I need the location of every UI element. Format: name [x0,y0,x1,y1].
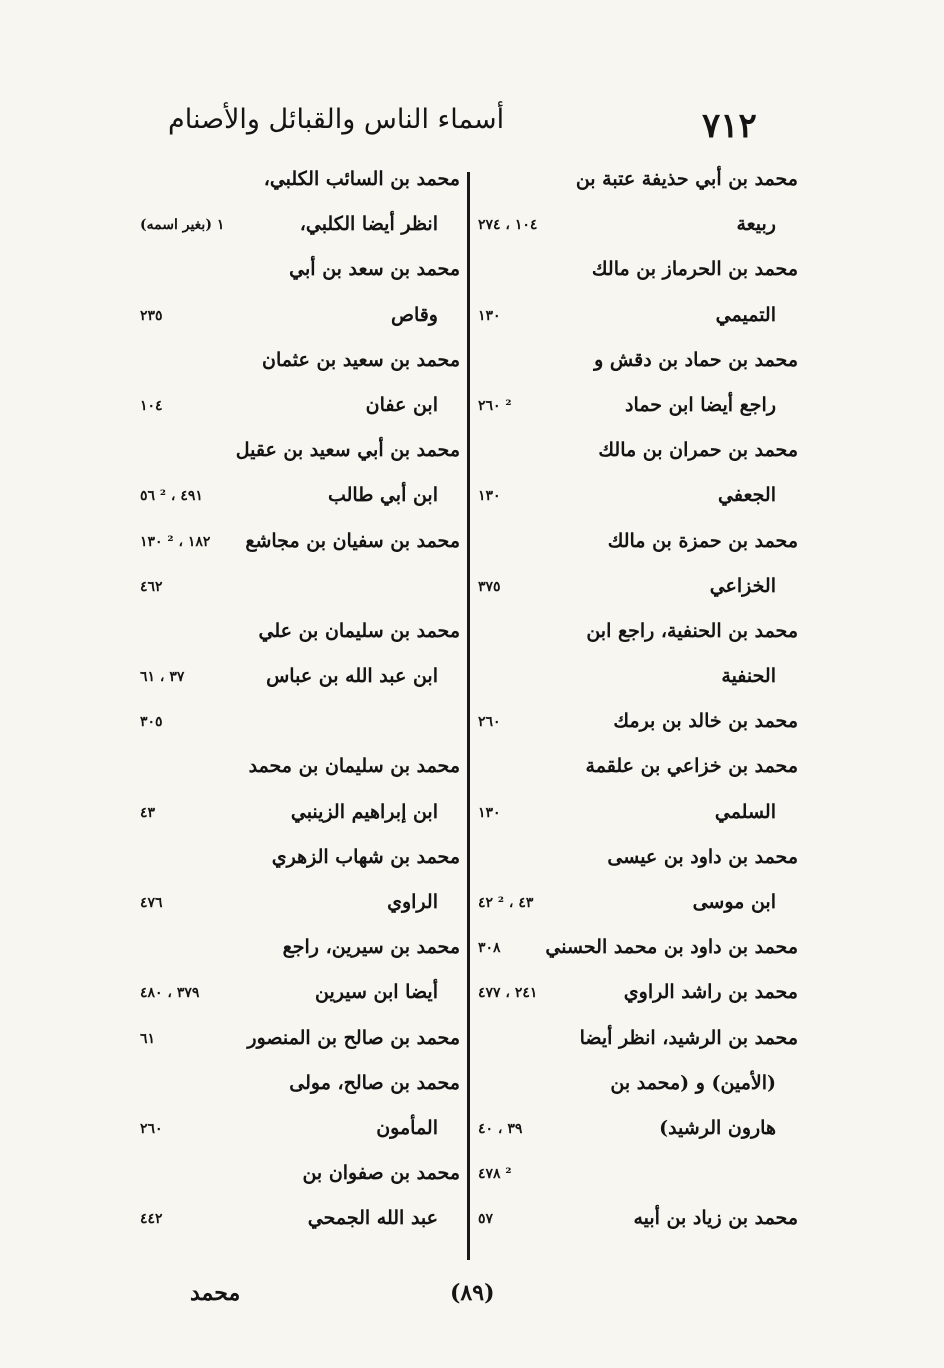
entry-pages: ٤٧٦ [140,895,163,911]
entry-text: انظر أيضا الكلبي، [299,213,438,236]
index-entry [140,928,460,973]
entry-pages: ٤٣ [140,804,156,821]
entry-pages: ٣٠٥ [140,714,163,731]
entry-text: محمد بن سليمان بن محمد [248,755,460,778]
entry-pages: ٢٣٥ [140,307,163,324]
index-entry [478,612,798,657]
index-entry [478,973,798,1018]
entry-pages: ٢٤١ ، ٤٧٧ [478,985,538,1002]
index-entry [140,386,460,431]
entry-text: ابن عفان [365,393,438,416]
entry-pages: ١٣٠ [478,804,501,821]
index-entry [140,883,460,928]
entry-text: محمد بن حمران بن مالك [598,439,798,462]
entry-text: هارون الرشيد) [659,1116,776,1139]
entry-text: ابن عبد الله بن عباس [266,665,438,688]
entry-pages: ٥٦ ² ، ٤٩١ [140,488,203,505]
index-entry [478,250,798,295]
index-entry [140,838,460,883]
index-entry [140,793,460,838]
left-column [140,160,460,1245]
entry-text: الراوي [387,891,438,913]
entry-text: محمد بن صالح بن المنصور [247,1026,460,1049]
index-entry [478,567,798,612]
entry-text: محمد بن راشد الراوي [623,981,798,1004]
index-entry [140,973,460,1018]
index-entry [140,296,460,341]
index-entry [478,341,798,386]
entry-text: محمد بن داود بن محمد الحسني [545,936,798,959]
index-entry [478,522,798,567]
entry-text: ابن موسى [692,891,776,913]
index-entry [140,250,460,295]
index-entry [478,476,798,521]
entry-text: الحنفية [721,665,776,688]
column-divider [467,172,470,1260]
right-column [478,160,798,1245]
entry-text: محمد بن سعد بن أبي [289,258,460,281]
entry-text: راجع أيضا ابن حماد [625,393,776,416]
entry-text: السلمي [714,800,776,823]
entry-pages: ١ (بغير اسمه) [140,217,225,234]
index-entry [478,1019,798,1064]
index-entry [140,522,460,567]
signature-mark: (٨٩) [450,1280,495,1306]
entry-pages: ٤٧٨ ² [478,1166,512,1183]
entry-text: محمد بن أبي حذيفة عتبة بن [575,168,798,190]
entry-text: محمد بن سفيان بن مجاشع [245,529,460,552]
entry-pages: ١٠٤ [140,397,163,414]
index-entry [478,838,798,883]
entry-pages: ٣٧٥ [478,578,501,595]
index-entry [478,205,798,250]
index-entry [478,793,798,838]
entry-pages: ١٣٠ ² ، ١٨٢ [140,533,211,550]
index-entry [140,702,460,747]
index-entry [140,431,460,476]
entry-pages: ٥٧ [478,1211,494,1228]
entry-text: وقاص [390,303,438,326]
entry-pages: ٦١ [140,1030,156,1047]
index-entry [478,1109,798,1154]
entry-text: محمد بن سعيد بن عثمان [262,348,460,371]
entry-text: محمد بن سيرين، راجع [282,936,460,959]
entry-text: محمد بن حمزة بن مالك [607,529,798,552]
index-entry [478,702,798,747]
index-entry [478,747,798,792]
entry-text: محمد بن صالح، مولى [289,1071,460,1094]
index-entry [140,612,460,657]
entry-text: محمد بن خالد بن برمك [613,710,798,733]
entry-text: محمد بن سليمان بن علي [258,619,460,642]
entry-pages: ١٠٤ ، ٢٧٤ [478,217,538,234]
entry-text: ابن أبي طالب [327,484,438,507]
entry-text: التميمي [715,303,776,326]
index-entry [140,1109,460,1154]
entry-pages: ٣٠٨ [478,940,501,957]
index-entry [140,567,460,612]
entry-pages: ٤٤٢ [140,1211,163,1228]
entry-pages: ٤٢ ² ، ٤٣ [478,895,534,911]
entry-text: (الأمين) و (محمد بن [610,1071,776,1094]
entry-text: أيضا ابن سيرين [315,981,438,1004]
index-entry [140,1019,460,1064]
index-entry [478,1064,798,1109]
entry-pages: ٣٧٩ ، ٤٨٠ [140,985,200,1002]
entry-pages: ٢٦٠ [478,714,501,731]
index-entry [478,296,798,341]
entry-pages: ٢٦٠ [140,1120,163,1137]
catchword: محمد [190,1280,241,1306]
index-entry [478,386,798,431]
index-entry [478,160,798,205]
entry-pages: ٣٩ ، ٤٠ [478,1120,523,1137]
entry-text: محمد بن الرشيد، انظر أيضا [579,1026,798,1049]
index-entry [478,1154,798,1199]
index-entry [140,205,460,250]
page-number: ٧١٢ [702,106,757,146]
entry-text: ابن إبراهيم الزينبي [290,800,438,823]
entry-text: ربيعة [736,213,776,236]
entry-text: المأمون [376,1116,438,1139]
entry-text: محمد بن أبي سعيد بن عقيل [235,439,460,462]
entry-pages: ٣٧ ، ٦١ [140,669,185,686]
entry-pages: ٢٦٠ ² [478,397,512,414]
entry-pages: ٤٦٢ [140,578,163,595]
entry-text: محمد بن الحرماز بن مالك [591,258,798,281]
entry-text: الخزاعي [709,574,776,597]
entry-text: محمد بن الحنفية، راجع ابن [586,619,798,642]
index-entry [140,1154,460,1199]
entry-text: محمد بن شهاب الزهري [271,845,460,868]
index-entry [140,341,460,386]
index-entry [140,476,460,521]
index-entry [140,747,460,792]
index-entry [140,1064,460,1109]
entry-text: الجعفي [718,484,776,507]
entry-pages: ١٣٠ [478,307,501,324]
page-title: أسماء الناس والقبائل والأصنام [168,104,505,135]
index-entry [478,928,798,973]
entry-text: محمد بن السائب الكلبي، [263,168,460,190]
index-entry [140,160,460,205]
entry-text: محمد بن داود بن عيسى [607,845,798,868]
entry-text: محمد بن زياد بن أبيه [633,1207,798,1230]
entry-pages: ١٣٠ [478,488,501,505]
entry-text: محمد بن حماد بن دقش و [594,348,798,371]
index-entry [478,431,798,476]
entry-text: محمد بن خزاعي بن علقمة [585,755,798,778]
index-entry [140,657,460,702]
entry-text: محمد بن صفوان بن [302,1162,460,1185]
index-entry [478,657,798,702]
entry-text: عبد الله الجمحي [307,1207,438,1230]
index-entry [478,1199,798,1244]
index-entry [478,883,798,928]
index-entry [140,1199,460,1244]
